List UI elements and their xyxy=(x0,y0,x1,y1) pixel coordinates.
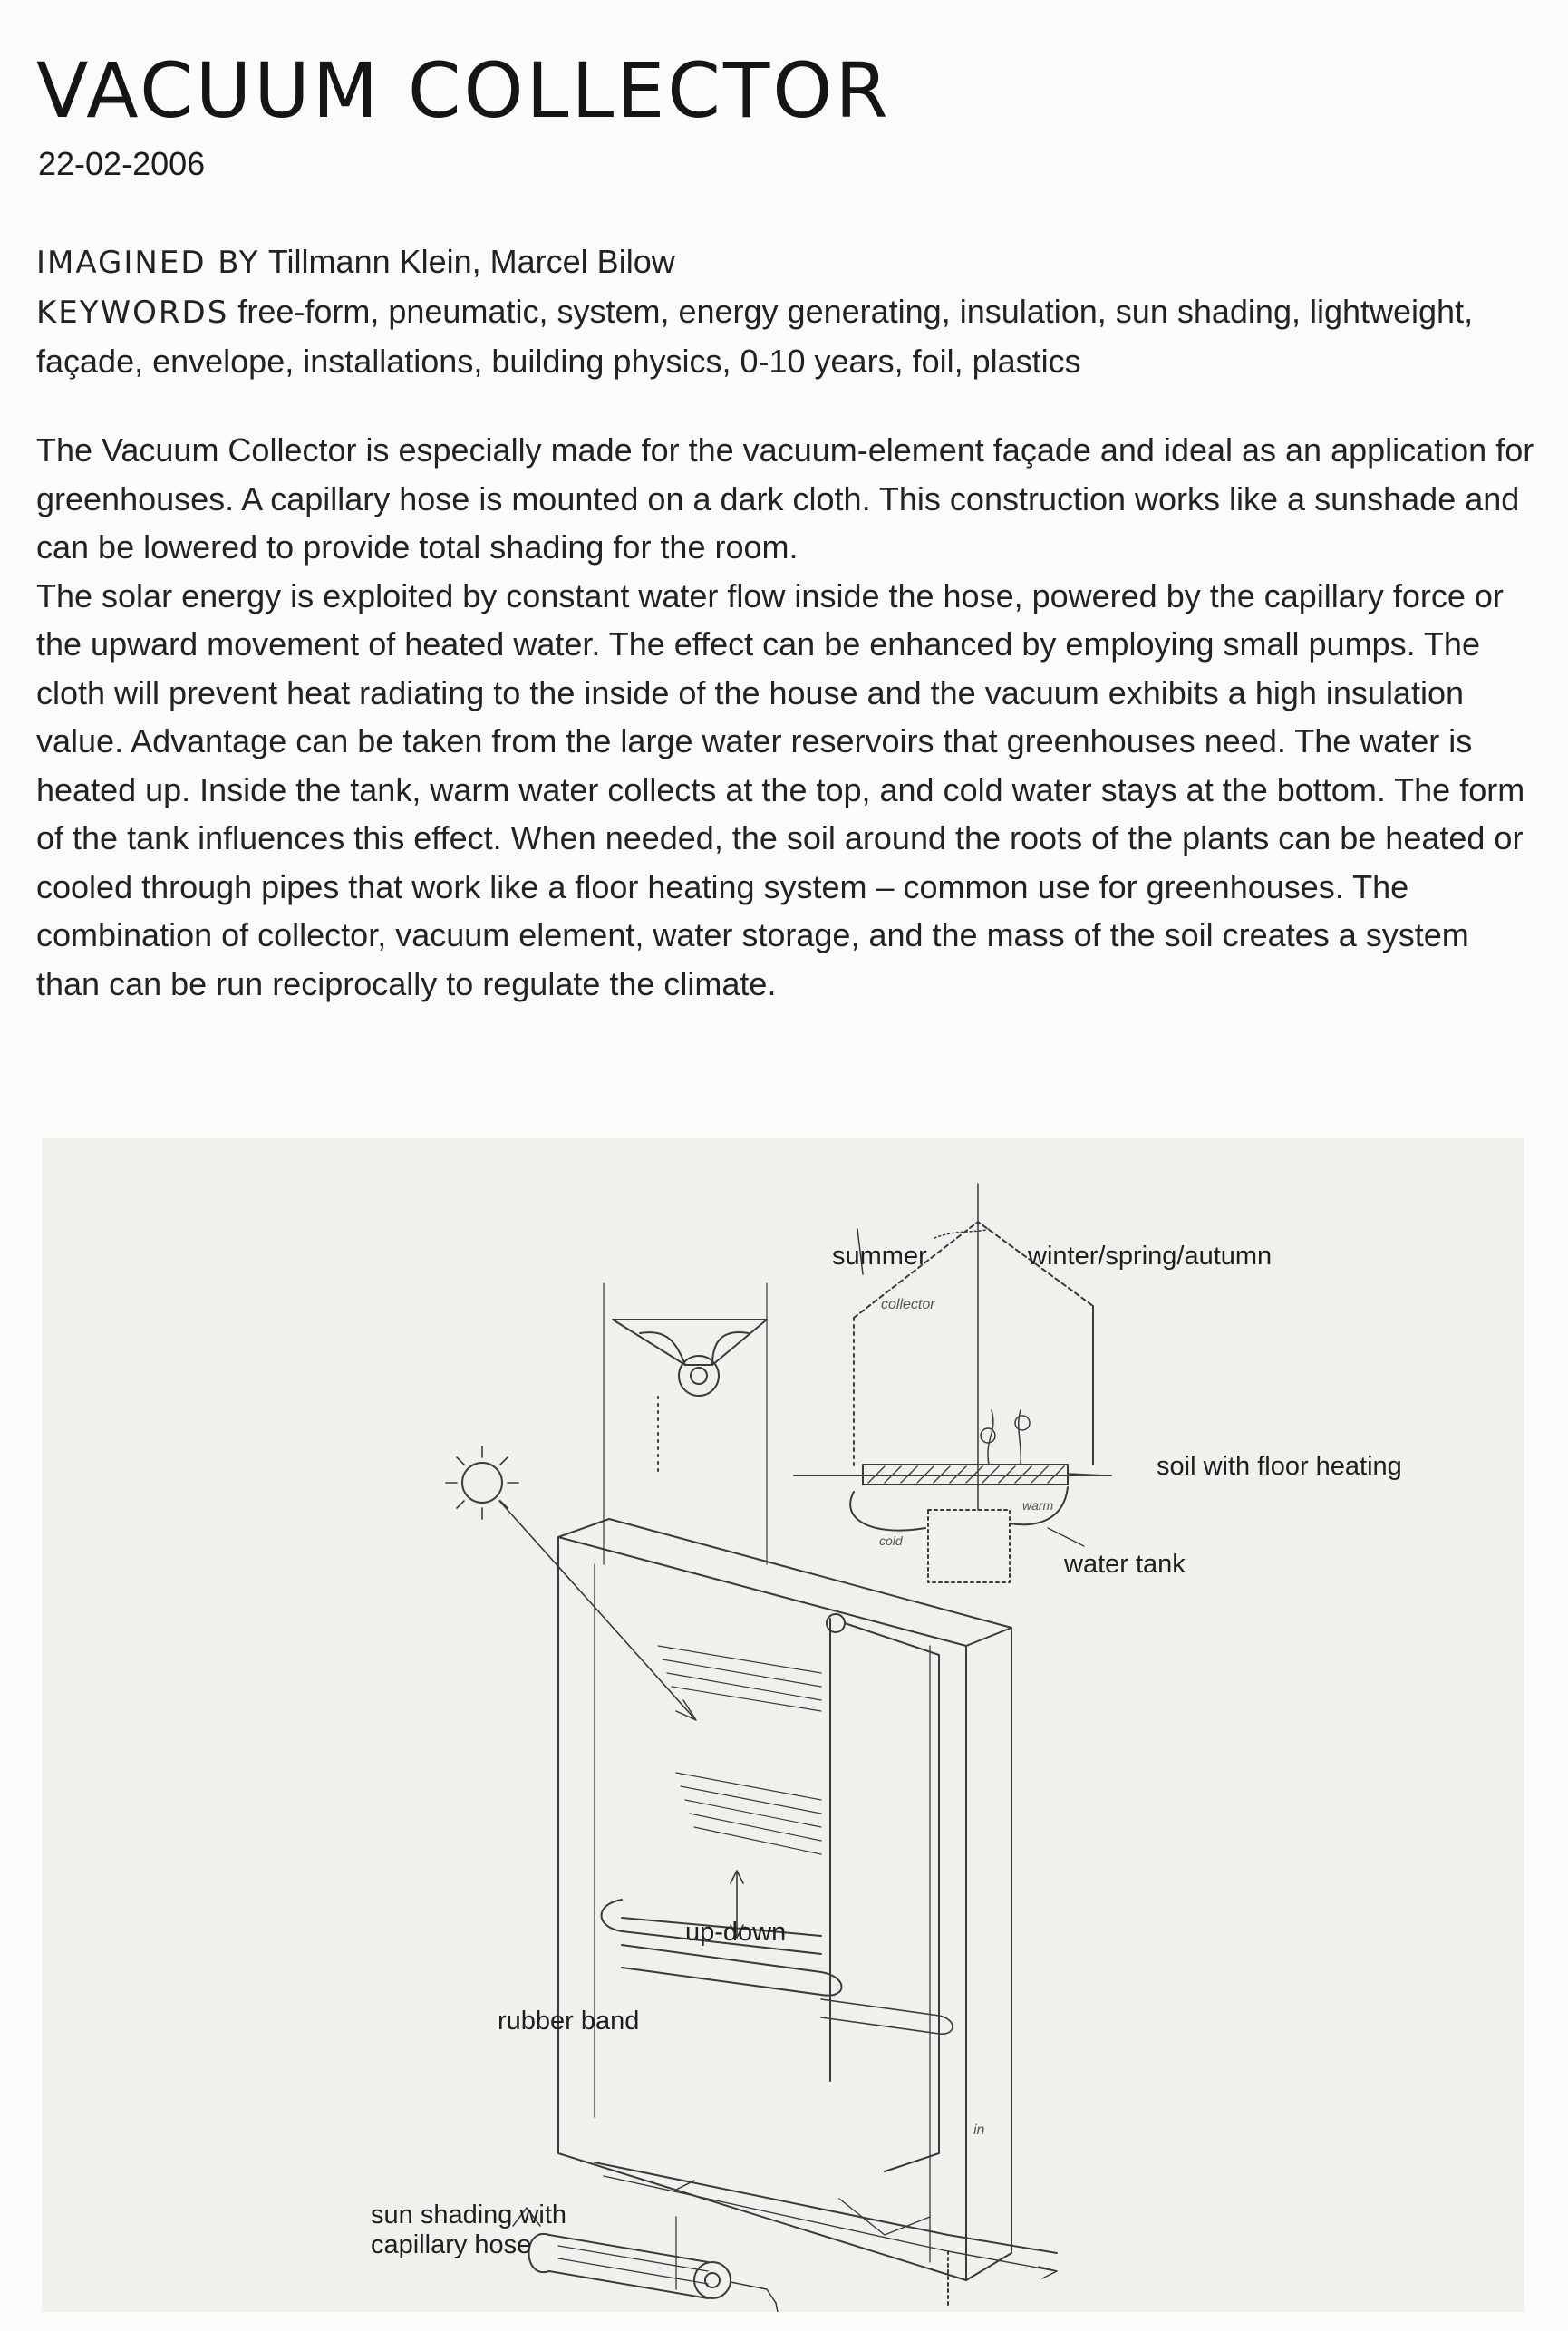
keywords-line xyxy=(36,287,1541,385)
description xyxy=(36,426,1541,1008)
sketch-drawing xyxy=(42,1138,1524,2312)
label-rubber-band: rubber band xyxy=(498,2007,640,2036)
description-paragraph-1: The Vacuum Collector is especially made for the vacuum-element façade and ideal as an application for greenhouses. A capillary hose is mounted on a dark cloth. This construction works like a sunshade and can be lowered to provide total shading for the room. xyxy=(36,431,1534,566)
handwritten-warm: warm xyxy=(1022,1498,1054,1513)
publication-date: 22-02-2006 xyxy=(38,145,206,182)
label-summer: summer xyxy=(832,1242,927,1271)
label-sun-shading: sun shading with capillary hose xyxy=(371,2200,567,2260)
handwritten-collector: collector xyxy=(881,1297,935,1312)
description-paragraph-2: The solar energy is exploited by constant water flow inside the hose, powered by the capillary force or the upward movement of heated water. The effect can be enhanced by employing small pumps. The cloth will prevent heat radiating to the inside of the house and the vacuum exhibits a high insulation value. Advantage can be taken from the large water reservoirs that greenhouses need. The water is heated up. Inside the tank, warm water collects at the top, and cold water stays at the bottom. The form of the tank influences this effect. When needed, the soil around the roots of the plants can be heated or cooled through pipes that work like a floor heating system – common use for greenhouses. The combination of collector, vacuum element, water storage, and the mass of the soil creates a system than can be run reciprocally to regulate the climate. xyxy=(36,576,1525,1002)
sun-icon xyxy=(446,1446,518,1519)
handwritten-in: in xyxy=(973,2123,985,2138)
sketch-figure xyxy=(42,1138,1524,2312)
facade-panel-sketch xyxy=(499,1501,1057,2307)
label-up-down: up-down xyxy=(685,1918,787,1947)
label-water-tank: water tank xyxy=(1064,1550,1186,1579)
keywords-value: free-form, pneumatic, system, energy generating, insulation, sun shading, lightweight, façade, envelope, installations, building physics, 0-10 years, foil, plastics xyxy=(36,293,1474,380)
profile-detail-sketch xyxy=(604,1283,767,1564)
label-seasons: winter/spring/autumn xyxy=(1028,1242,1273,1271)
handwritten-cold: cold xyxy=(879,1533,903,1548)
imagined-by-label: IMAGINED BY xyxy=(36,245,260,281)
imagined-by-line xyxy=(36,237,1541,287)
keywords-label: KEYWORDS xyxy=(36,295,229,331)
imagined-by-value: Tillmann Klein, Marcel Bilow xyxy=(267,243,675,280)
label-soil-floor-heating: soil with floor heating xyxy=(1157,1452,1402,1481)
page-title: VACUUM COLLECTOR xyxy=(36,46,891,135)
metadata-block xyxy=(36,237,1541,385)
